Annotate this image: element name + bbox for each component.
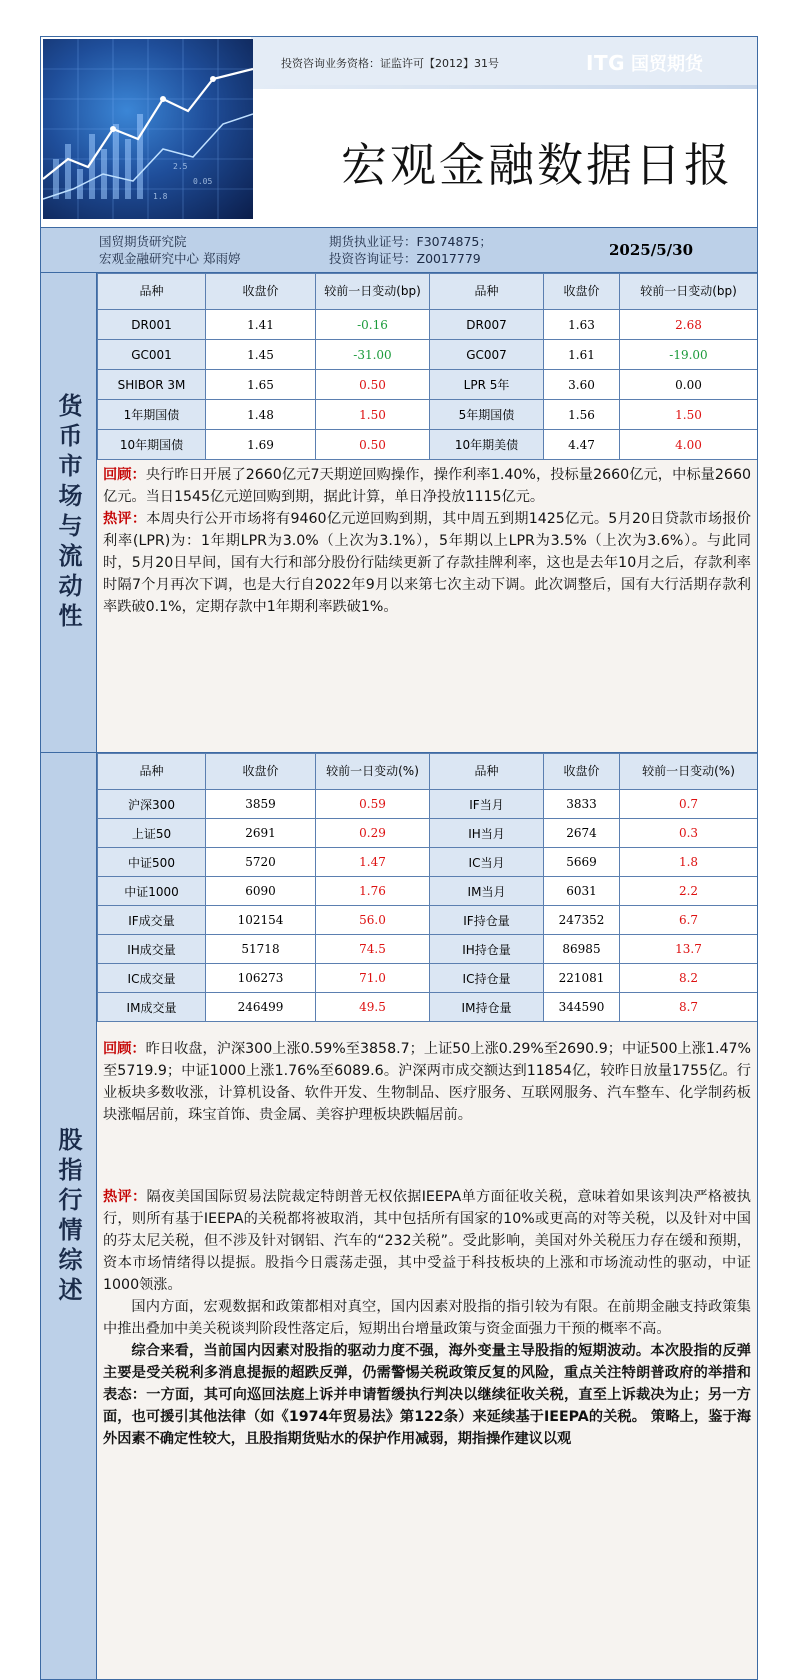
close-price: 106273: [206, 964, 316, 993]
daily-change: 1.76: [316, 877, 430, 906]
close-price: 1.48: [206, 400, 316, 430]
section-body: [97, 753, 757, 1680]
money-comment: 热评：本周央行公开市场将有9460亿元逆回购到期，其中周五到期1425亿元。5月20日贷款市场报价利率(LPR)为：1年期LPR为3.0%（上次为3.1%），5年期以上LPR为3.5%（上次为3.6%）。与此同时，5月20日早间，国有大行和部分股份行陆续更新了存款挂牌利率，这也是去年10月之后，存款利率时隔7个月再次下调，也是大行自2022年9月以来第七次主动下调。此次调整后，国有大行活期存款利率跌破0.1%，定期存款中1年期利率跌破1%。: [103, 511, 751, 615]
financial-chart-thumbnail: [43, 39, 253, 219]
daily-change: 0.29: [316, 819, 430, 848]
table-row: [98, 790, 758, 819]
instrument-name: 5年期国债: [430, 400, 544, 430]
org-name: 国贸期货研究院: [99, 234, 187, 249]
close-price: 2691: [206, 819, 316, 848]
daily-change: 6.7: [620, 906, 758, 935]
daily-change: 0.50: [316, 370, 430, 400]
column-header: 较前一日变动(%): [620, 754, 758, 790]
column-header: 较前一日变动(bp): [316, 274, 430, 310]
instrument-name: SHIBOR 3M: [98, 370, 206, 400]
instrument-name: IM持仓量: [430, 993, 544, 1022]
instrument-name: DR007: [430, 310, 544, 340]
close-price: 3.60: [544, 370, 620, 400]
instrument-name: IC成交量: [98, 964, 206, 993]
daily-change: 4.00: [620, 430, 758, 460]
company-logo: [586, 49, 736, 77]
column-header: 品种: [430, 274, 544, 310]
instrument-name: IC持仓量: [430, 964, 544, 993]
daily-change: 2.2: [620, 877, 758, 906]
close-price: 5720: [206, 848, 316, 877]
close-price: 6031: [544, 877, 620, 906]
section-label: 货币市场与流动性: [41, 273, 97, 752]
close-price: 344590: [544, 993, 620, 1022]
instrument-name: 中证500: [98, 848, 206, 877]
table-row: [98, 430, 758, 460]
table-row: [98, 310, 758, 340]
money-review: 回顾：央行昨日开展了2660亿元7天期逆回购操作，操作利率1.40%，投标量2660亿元，中标量2660亿元。当日1545亿元逆回购到期，据此计算，单日净投放1115亿元。: [103, 467, 751, 505]
instrument-name: GC007: [430, 340, 544, 370]
logo-company-name: 国贸期货: [631, 54, 703, 75]
close-price: 6090: [206, 877, 316, 906]
close-price: 102154: [206, 906, 316, 935]
close-price: 247352: [544, 906, 620, 935]
table-row: [98, 819, 758, 848]
instrument-name: 中证1000: [98, 877, 206, 906]
report-date: 2025/5/30: [609, 241, 694, 259]
column-header: 较前一日变动(bp): [620, 274, 758, 310]
author-name: 宏观金融研究中心 郑雨婷: [99, 251, 241, 266]
report-header: [41, 37, 757, 227]
column-header: 收盘价: [544, 274, 620, 310]
instrument-name: 1年期国债: [98, 400, 206, 430]
table-row: [98, 370, 758, 400]
close-price: 1.45: [206, 340, 316, 370]
close-price: 4.47: [544, 430, 620, 460]
close-price: 51718: [206, 935, 316, 964]
instrument-name: IH持仓量: [430, 935, 544, 964]
close-price: 2674: [544, 819, 620, 848]
header-divider: [251, 85, 757, 89]
stock-review: 回顾：昨日收盘，沪深300上涨0.59%至3858.7；上证50上涨0.29%至2690.9；中证500上涨1.47%至5719.9；中证1000上涨1.76%至6089.6。沪深两市成交额达到11854亿，较昨日放量1755亿。行业板块多数收涨，计算机设备、软件开发、生物制品、医疗服务、互联网服务、汽车整车、化学制药板块涨幅居前，珠宝首饰、贵金属、美容护理板块跌幅居前。: [103, 1041, 751, 1123]
instrument-name: GC001: [98, 340, 206, 370]
daily-change: 49.5: [316, 993, 430, 1022]
daily-change: 74.5: [316, 935, 430, 964]
instrument-name: IF成交量: [98, 906, 206, 935]
svg-text:2.5: 2.5: [173, 162, 188, 171]
close-price: 1.65: [206, 370, 316, 400]
daily-change: 8.7: [620, 993, 758, 1022]
author-licenses: [329, 233, 492, 267]
instrument-name: IM当月: [430, 877, 544, 906]
stock-domestic: 国内方面，宏观数据和政策都相对真空，国内因素对股指的指引较为有限。在前期金融支持政策集中推出叠加中美关税谈判阶段性落定后，短期出台增量政策与资金面强力干预的概率不高。: [103, 1299, 751, 1337]
section-label: 股指行情综述: [41, 753, 97, 1680]
close-price: 3859: [206, 790, 316, 819]
table-row: [98, 993, 758, 1022]
daily-change: -0.16: [316, 310, 430, 340]
instrument-name: 上证50: [98, 819, 206, 848]
close-price: 5669: [544, 848, 620, 877]
stock-index-section: [41, 753, 757, 1680]
close-price: 1.61: [544, 340, 620, 370]
instrument-name: IH当月: [430, 819, 544, 848]
futures-license: 期货执业证号：F3074875；: [329, 234, 492, 249]
daily-change: 0.3: [620, 819, 758, 848]
column-header: 较前一日变动(%): [316, 754, 430, 790]
instrument-name: IH成交量: [98, 935, 206, 964]
table-row: [98, 964, 758, 993]
close-price: 1.56: [544, 400, 620, 430]
svg-text:0.05: 0.05: [193, 177, 213, 186]
author-organization: [99, 233, 240, 267]
daily-change: -31.00: [316, 340, 430, 370]
money-market-section: [41, 273, 757, 753]
close-price: 86985: [544, 935, 620, 964]
daily-change: 71.0: [316, 964, 430, 993]
svg-text:1.8: 1.8: [153, 192, 168, 201]
daily-change: 1.50: [316, 400, 430, 430]
daily-change: 13.7: [620, 935, 758, 964]
daily-change: 1.8: [620, 848, 758, 877]
daily-change: -19.00: [620, 340, 758, 370]
instrument-name: IF当月: [430, 790, 544, 819]
advisory-license: 投资咨询证号：Z0017779: [329, 251, 481, 266]
table-row: [98, 877, 758, 906]
daily-change: 0.59: [316, 790, 430, 819]
instrument-name: 沪深300: [98, 790, 206, 819]
instrument-name: 10年期美债: [430, 430, 544, 460]
column-header: 收盘价: [544, 754, 620, 790]
instrument-name: DR001: [98, 310, 206, 340]
daily-change: 0.7: [620, 790, 758, 819]
close-price: 1.63: [544, 310, 620, 340]
logo-itg: ITG: [586, 51, 625, 75]
license-text: 投资咨询业务资格：证监许可【2012】31号: [281, 57, 499, 70]
daily-change: 1.47: [316, 848, 430, 877]
column-header: 品种: [98, 274, 206, 310]
column-header: 收盘价: [206, 754, 316, 790]
section-body: [97, 273, 757, 752]
report-title: 宏观金融数据日报: [341, 138, 733, 192]
column-header: 收盘价: [206, 274, 316, 310]
close-price: 3833: [544, 790, 620, 819]
table-row: [98, 848, 758, 877]
table-row: [98, 400, 758, 430]
close-price: 1.69: [206, 430, 316, 460]
table-row: [98, 935, 758, 964]
daily-change: 56.0: [316, 906, 430, 935]
column-header: 品种: [430, 754, 544, 790]
report-page: [40, 36, 758, 1680]
instrument-name: IM成交量: [98, 993, 206, 1022]
daily-change: 1.50: [620, 400, 758, 430]
stock-comment: 热评：隔夜美国国际贸易法院裁定特朗普无权依据IEEPA单方面征收关税，意味着如果该判决严格被执行，则所有基于IEEPA的关税都将被取消，其中包括所有国家的10%或更高的对等关税，以及针对中国的芬太尼关税，但不涉及针对钢铝、汽车的“232关税”。受此影响，美国对外关税压力存在缓和预期，资本市场情绪得以提振。股指今日震荡走强，其中受益于科技板块的上涨和市场流动性的驱动，中证1000领涨。: [103, 1189, 751, 1293]
column-header: 品种: [98, 754, 206, 790]
daily-change: 0.50: [316, 430, 430, 460]
table-row: [98, 906, 758, 935]
money-market-table: [97, 273, 758, 460]
instrument-name: IF持仓量: [430, 906, 544, 935]
daily-change: 8.2: [620, 964, 758, 993]
daily-change: 0.00: [620, 370, 758, 400]
close-price: 246499: [206, 993, 316, 1022]
instrument-name: LPR 5年: [430, 370, 544, 400]
close-price: 221081: [544, 964, 620, 993]
close-price: 1.41: [206, 310, 316, 340]
author-info-bar: [41, 227, 757, 273]
stock-index-table: [97, 753, 758, 1022]
daily-change: 2.68: [620, 310, 758, 340]
table-row: [98, 340, 758, 370]
instrument-name: IC当月: [430, 848, 544, 877]
instrument-name: 10年期国债: [98, 430, 206, 460]
stock-summary: 综合来看，当前国内因素对股指的驱动力度不强，海外变量主导股指的短期波动。本次股指的反弹主要是受关税利多消息提振的超跌反弹，仍需警惕关税政策反复的风险，重点关注特朗普政府的举措和表态：一方面，其可向巡回法庭上诉并申请暂缓执行判决以继续征收关税，直至上诉裁决为止；另一方面，也可援引其他法律（如《1974年贸易法》第122条）来延续基于IEEPA的关税。 策略上，鉴于海外因素不确定性较大，且股指期货贴水的保护作用减弱，期指操作建议以观: [103, 1343, 751, 1447]
